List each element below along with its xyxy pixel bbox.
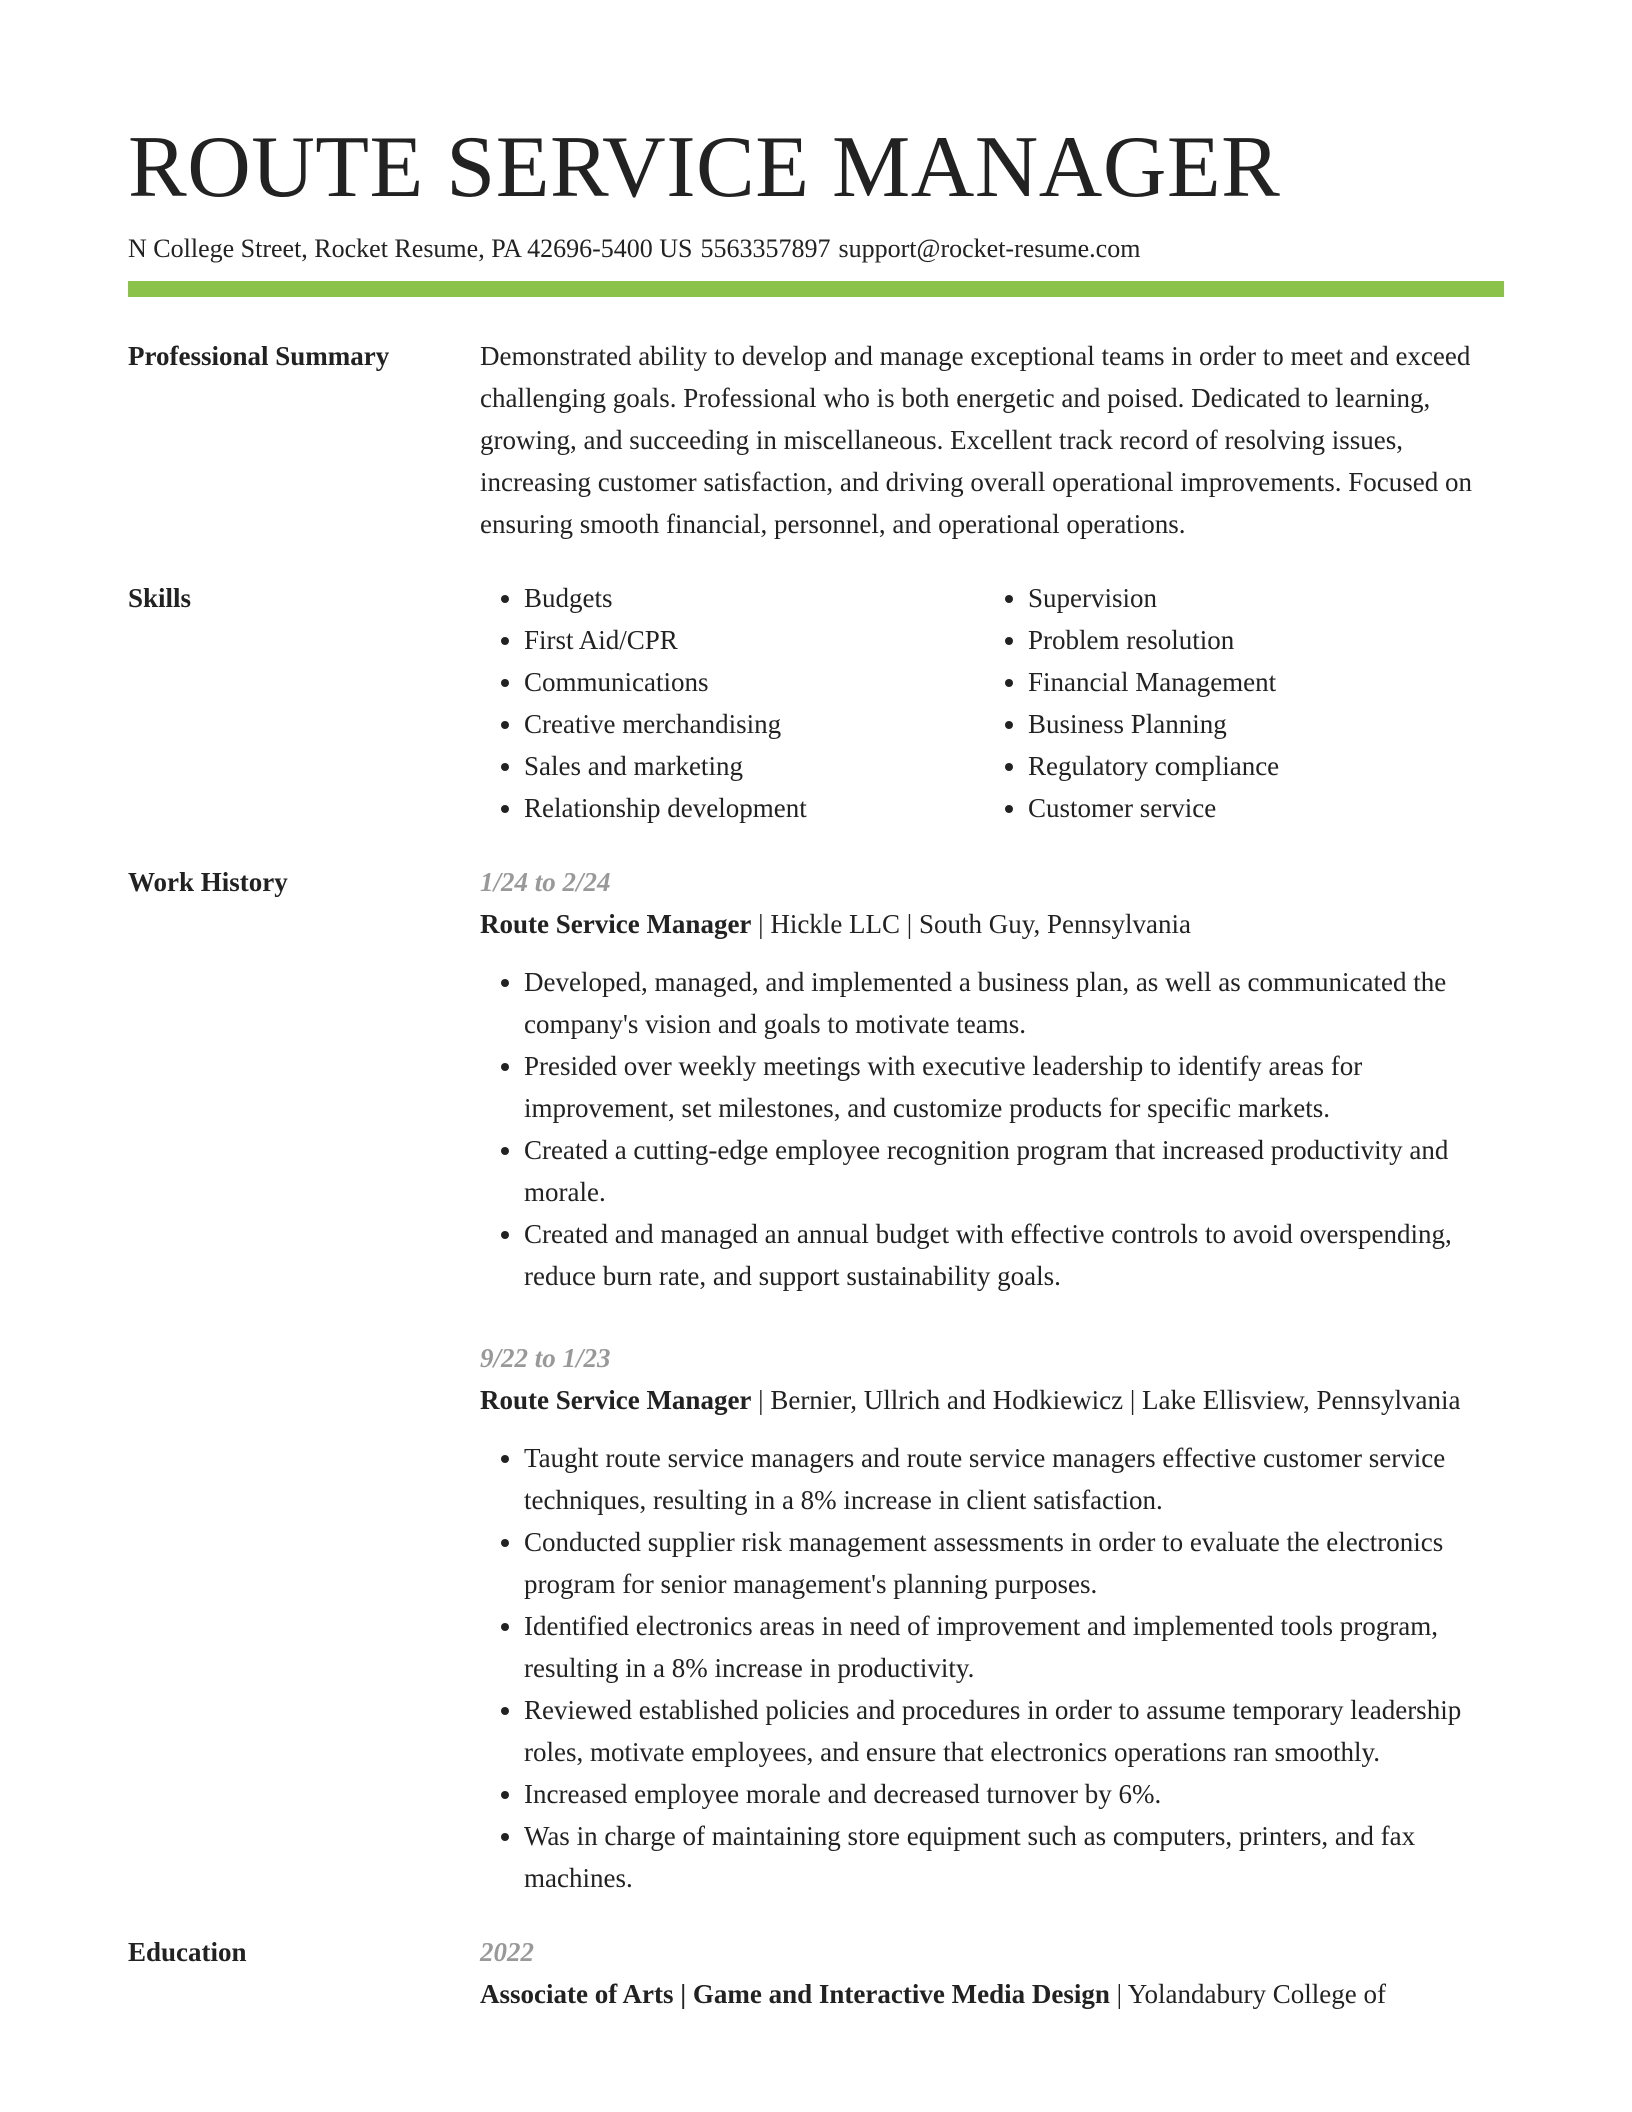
skill-item: • Supervision xyxy=(1028,577,1488,619)
job-header xyxy=(480,903,1504,945)
skill-item: • Regulatory compliance xyxy=(1028,745,1488,787)
job-bullet: • Conducted supplier risk management assessments in order to evaluate the electronics program for senior management's planning purposes. xyxy=(524,1521,1504,1605)
skill-item: • Business Planning xyxy=(1028,703,1488,745)
job-bullets xyxy=(480,961,1504,1297)
job-details: | Hickle LLC | South Guy, Pennsylvania xyxy=(751,909,1191,939)
skills-section xyxy=(128,577,1504,829)
skill-item: • Problem resolution xyxy=(1028,619,1488,661)
job-title: Route Service Manager xyxy=(480,1385,752,1415)
skills-heading: Skills xyxy=(128,583,192,613)
skill-item: • Sales and marketing xyxy=(524,745,984,787)
skills-list-right xyxy=(984,577,1488,829)
summary-text: Demonstrated ability to develop and manage exceptional teams in order to meet and exceed challenging goals. Professional who is both energetic and poised. Dedicated to learning, growing, and succeeding in miscellaneous. Excellent track record of resolving issues, increasing customer satisfaction, and driving overall operational improvements. Focused on ensuring smooth financial, personnel, and operational operations. xyxy=(480,341,1472,539)
job-bullet: • Increased employee morale and decreased turnover by 6%. xyxy=(524,1773,1504,1815)
skill-item: • Communications xyxy=(524,661,984,703)
job-entry xyxy=(480,861,1504,1297)
job-header xyxy=(480,1379,1504,1421)
work-history-heading: Work History xyxy=(128,867,288,897)
job-bullets xyxy=(480,1437,1504,1899)
job-bullet: • Created a cutting-edge employee recognition program that increased productivity and morale. xyxy=(524,1129,1504,1213)
contact-phone: 5563357897 xyxy=(700,234,831,263)
skill-item: • Budgets xyxy=(524,577,984,619)
header-divider xyxy=(128,281,1504,297)
summary-section xyxy=(128,335,1504,545)
skill-item: • Financial Management xyxy=(1028,661,1488,703)
job-dates: 1/24 to 2/24 xyxy=(480,867,611,897)
education-school: | Yolandabury College of xyxy=(1109,1979,1386,2009)
job-bullet: • Created and managed an annual budget with effective controls to avoid overspending, reduce burn rate, and support sustainability goals. xyxy=(524,1213,1504,1297)
job-bullet: • Taught route service managers and route service managers effective customer service techniques, resulting in a 8% increase in client satisfaction. xyxy=(524,1437,1504,1521)
skills-list-left xyxy=(480,577,984,829)
education-degree: Associate of Arts | Game and Interactive Media Design xyxy=(480,1979,1110,2009)
job-dates: 9/22 to 1/23 xyxy=(480,1343,611,1373)
skill-item: • Relationship development xyxy=(524,787,984,829)
skill-item: • First Aid/CPR xyxy=(524,619,984,661)
skill-item: • Creative merchandising xyxy=(524,703,984,745)
education-section xyxy=(128,1931,1504,2015)
contact-email: support@rocket-resume.com xyxy=(838,234,1141,263)
education-year: 2022 xyxy=(480,1937,534,1967)
summary-heading: Professional Summary xyxy=(128,341,390,371)
contact-line xyxy=(128,232,1504,266)
job-bullet: • Reviewed established policies and procedures in order to assume temporary leadership roles, motivate employees, and ensure that electronics operations ran smoothly. xyxy=(524,1689,1504,1773)
job-bullet: • Identified electronics areas in need of improvement and implemented tools program, resulting in a 8% increase in productivity. xyxy=(524,1605,1504,1689)
job-bullet: • Was in charge of maintaining store equipment such as computers, printers, and fax machines. xyxy=(524,1815,1504,1899)
resume-page xyxy=(128,118,1504,2015)
job-title: Route Service Manager xyxy=(480,909,752,939)
skill-item: • Customer service xyxy=(1028,787,1488,829)
contact-address: N College Street, Rocket Resume, PA 42696-5400 US xyxy=(128,234,693,263)
job-bullet: • Presided over weekly meetings with executive leadership to identify areas for improvement, set milestones, and customize products for specific markets. xyxy=(524,1045,1504,1129)
education-line xyxy=(480,1973,1504,2015)
resume-title: ROUTE SERVICE MANAGER xyxy=(128,119,1281,216)
job-entry xyxy=(480,1337,1504,1899)
work-history-section xyxy=(128,861,1504,1899)
skills-grid xyxy=(480,577,1504,829)
job-details: | Bernier, Ullrich and Hodkiewicz | Lake Ellisview, Pennsylvania xyxy=(751,1385,1461,1415)
job-bullet: • Developed, managed, and implemented a business plan, as well as communicated the company's vision and goals to motivate teams. xyxy=(524,961,1504,1045)
education-heading: Education xyxy=(128,1937,247,1967)
